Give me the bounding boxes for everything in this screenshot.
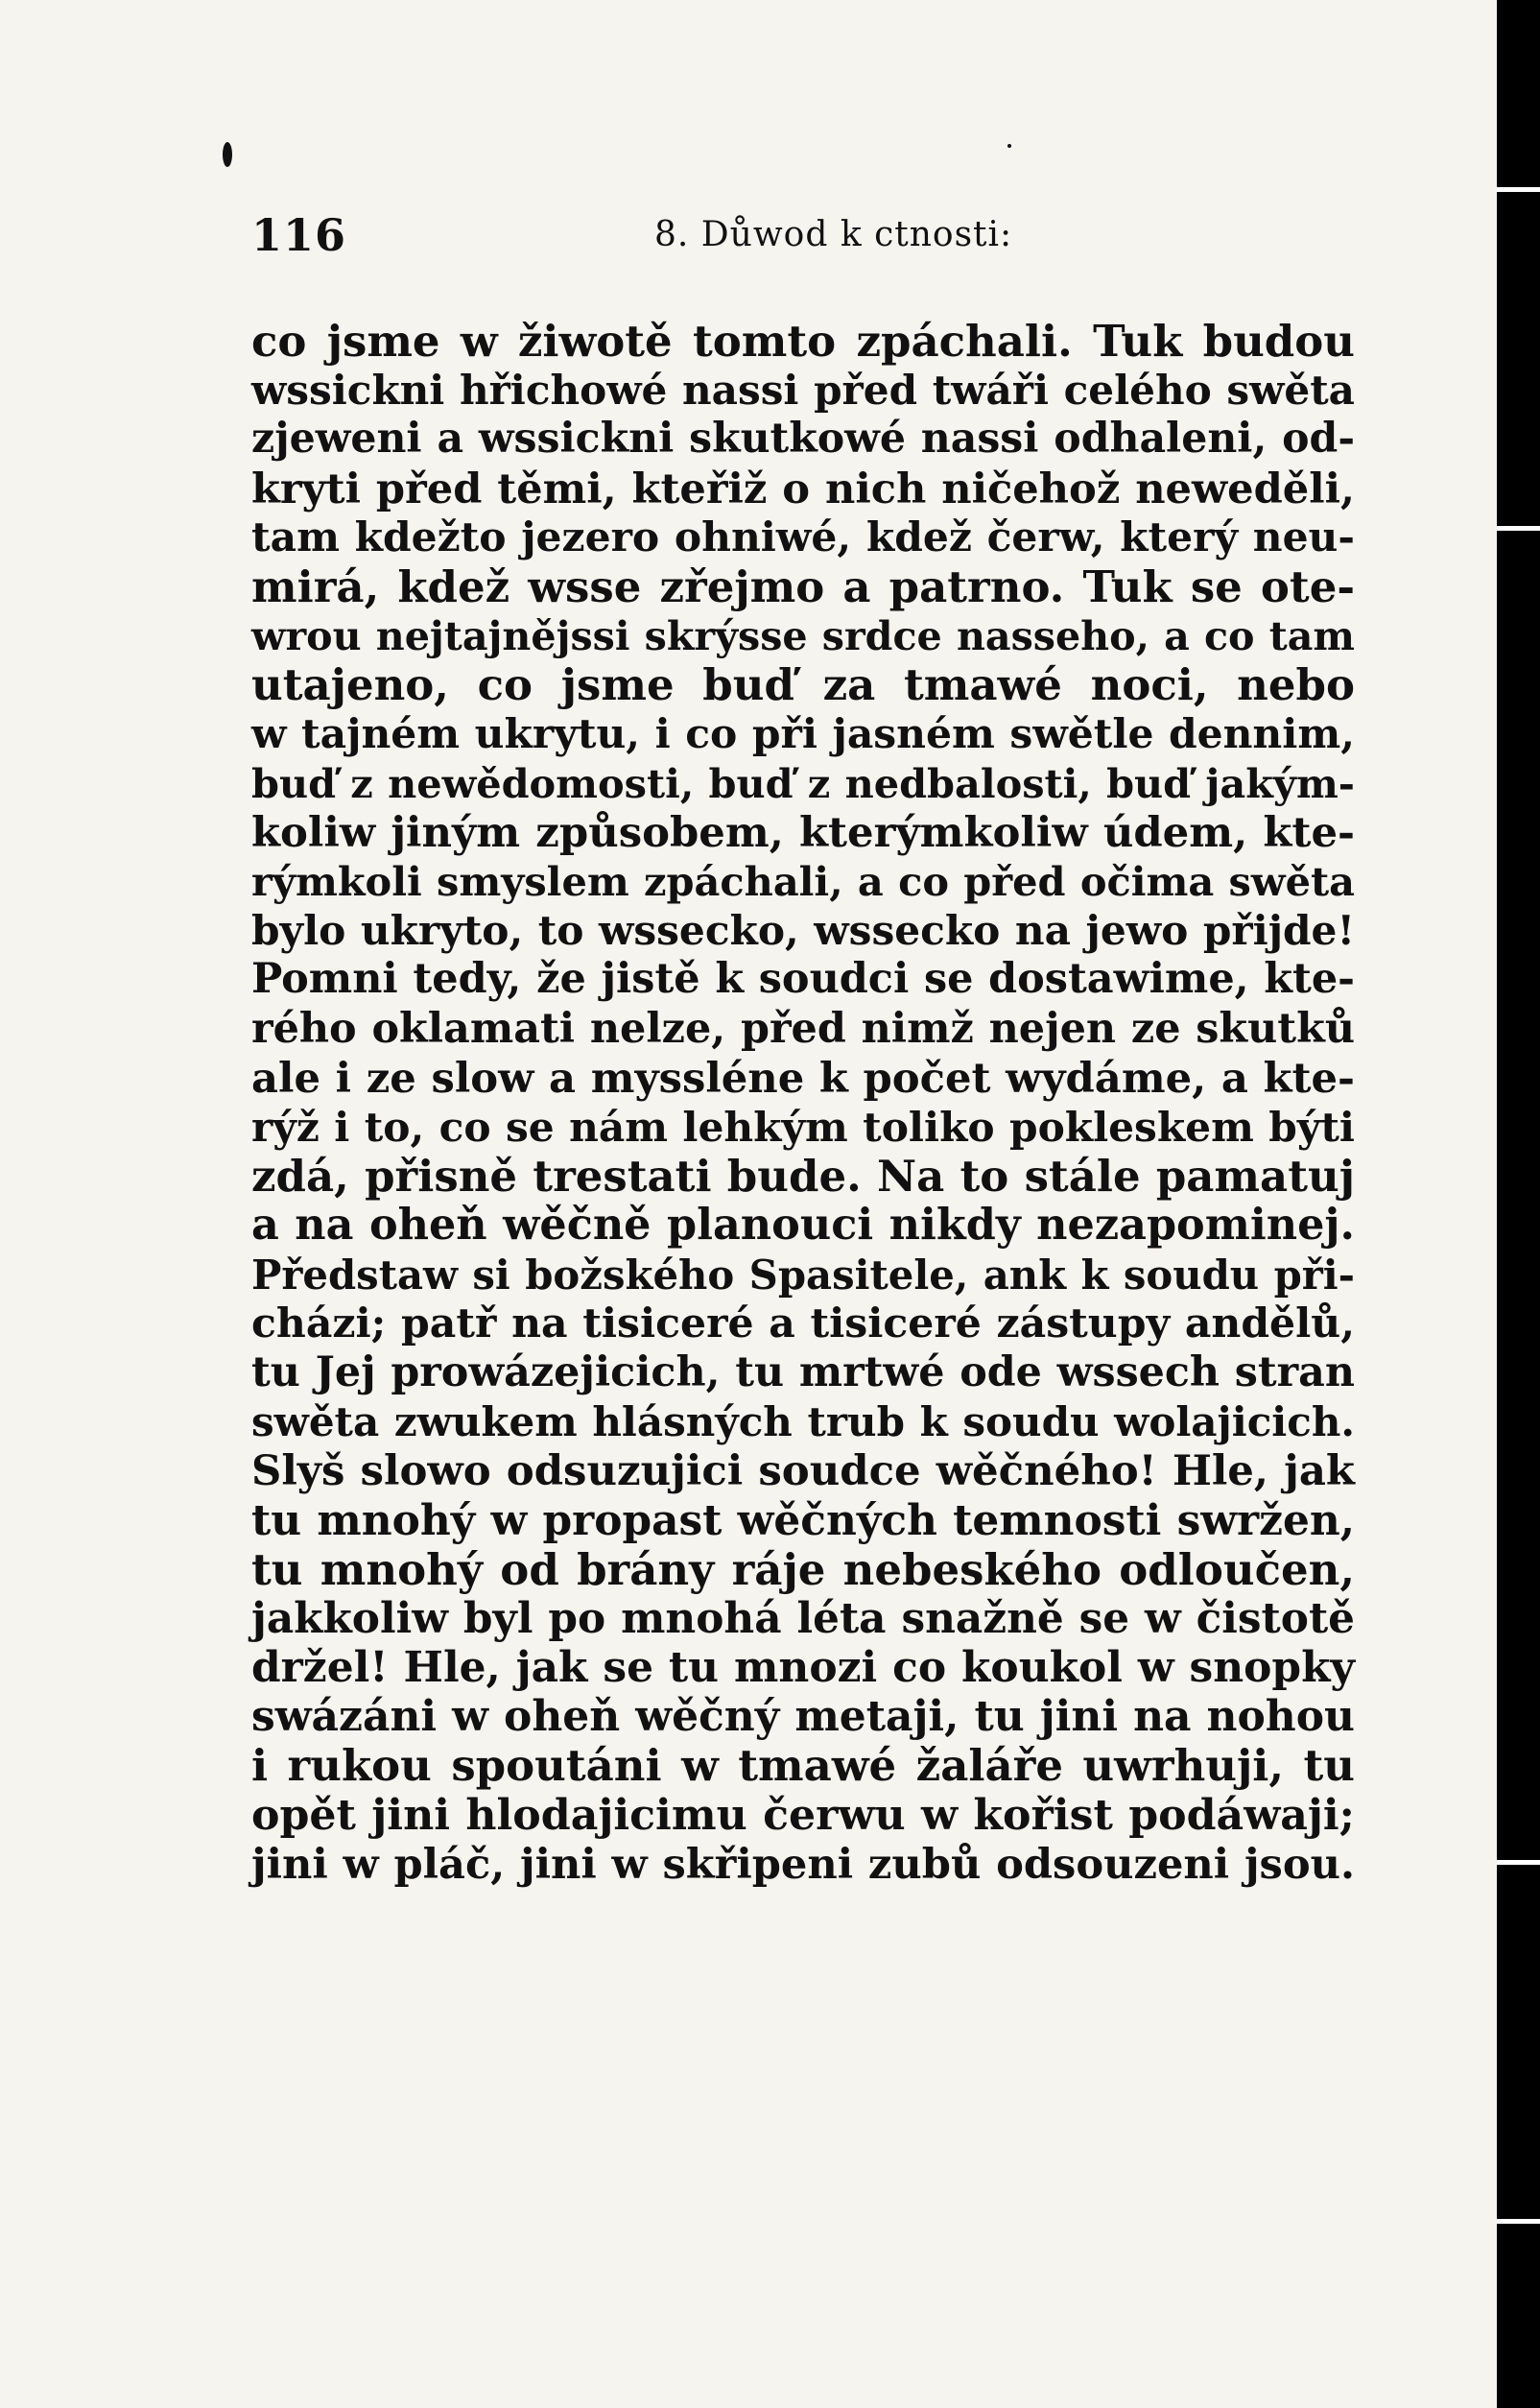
text-line: držel! Hle, jak se tu mnozi co koukol w snopky (251, 1643, 1355, 1693)
text-line: kryti před těmi, kteřiž o nich ničehož neweděli, (251, 464, 1355, 513)
binding-edge (1497, 0, 1540, 2408)
binding-mark (1497, 526, 1540, 531)
binding-mark (1497, 1860, 1540, 1865)
text-line: opět jini hlodajicimu čerwu w kořist podáwaji; (251, 1789, 1355, 1840)
text-line: tu mnohý w propast wěčných temnosti swržen, (251, 1495, 1355, 1545)
text-line: cházi; patř na tisiceré a tisiceré zástupy andělů, (251, 1299, 1355, 1347)
text-line: tu mnohý od brány ráje nebeského odloučen, (251, 1543, 1355, 1595)
text-line: co jsme w žiwotě tomto zpáchali. Tuk budou (251, 316, 1355, 367)
text-line: utajeno, co jsme buď za tmawé noci, nebo (251, 659, 1355, 711)
text-line: bylo ukryto, to wssecko, wssecko na jewo přijde! (251, 906, 1355, 955)
text-line: tam kdežto jezero ohniwé, kdež čerw, který neu- (251, 513, 1355, 561)
text-line: rýž i to, co se nám lehkým toliko pokleskem býti (251, 1103, 1355, 1151)
text-line: w tajném ukrytu, i co při jasném swětle dennim, (251, 709, 1355, 758)
ink-speck (223, 142, 232, 167)
text-line: rého oklamati nelze, před nimž nejen ze skutků (251, 1004, 1355, 1053)
ink-speck (1007, 144, 1011, 148)
binding-mark (1497, 2219, 1540, 2224)
text-line: a na oheň wěčně planouci nikdy nezapominej. (251, 1200, 1355, 1251)
text-line: ale i ze slow a myssléne k počet wydáme, a kte- (251, 1053, 1355, 1103)
text-line: zjeweni a wssickni skutkowé nassi odhaleni, od- (251, 415, 1355, 464)
text-line: mirá, kdež wsse zřejmo a patrno. Tuk se ote- (251, 560, 1355, 612)
text-line: swázáni w oheň wěčný metaji, tu jini na nohou (251, 1692, 1355, 1742)
text-line: Předstaw si božského Spasitele, ank k soudu při- (251, 1251, 1355, 1299)
text-line: buď z newědomosti, buď z nedbalosti, buď jakým- (251, 759, 1355, 807)
text-line: Pomni tedy, že jistě k soudci se dostawime, kte- (251, 955, 1355, 1004)
page-header (251, 209, 1355, 267)
text-line: jakkoliw byl po mnohá léta snažně se w čistotě (251, 1593, 1355, 1643)
text-line: zdá, přisně trestati bude. Na to stále pamatuj (251, 1151, 1355, 1203)
text-line: rýmkoli smyslem zpáchali, a co před očima swěta (251, 858, 1355, 906)
binding-mark (1497, 187, 1540, 192)
text-line: swěta zwukem hlásných trub k soudu wolajicich. (251, 1398, 1355, 1446)
page-number: 116 (251, 209, 347, 261)
running-head: 8. Důwod k ctnosti: (654, 215, 1013, 254)
text-line: wssickni hřichowé nassi před twáři celého swěta (251, 366, 1355, 415)
text-line: tu Jej prowázejicich, tu mrtwé ode wssech stran (251, 1347, 1355, 1396)
text-line: koliw jiným způsobem, kterýmkoliw údem, kte- (251, 807, 1355, 857)
text-line: Slyš slowo odsuzujici soudce wěčného! Hle, jak (251, 1446, 1355, 1496)
body-text (251, 317, 1355, 1889)
text-line: i rukou spoutáni w tmawé žaláře uwrhuji, tu (251, 1740, 1355, 1792)
text-line: jini w pláč, jini w skřipeni zubů odsouzeni jsou. (251, 1839, 1355, 1889)
text-line: wrou nejtajnějssi skrýsse srdce nasseho, a co tam (251, 612, 1355, 660)
